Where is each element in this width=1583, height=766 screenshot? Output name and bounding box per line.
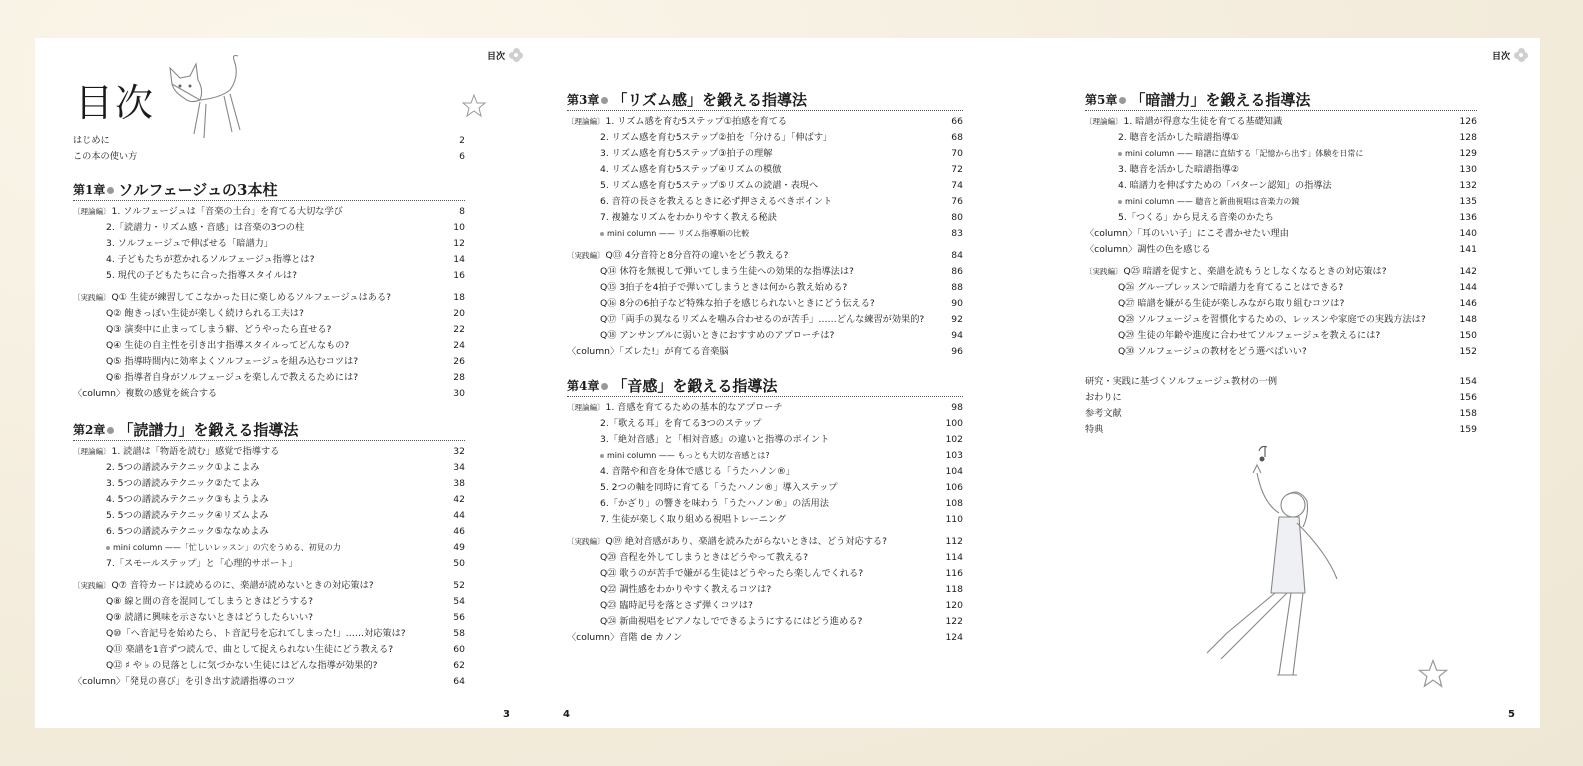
page-title: 目次 [75,81,156,125]
book-spread [35,38,1540,728]
toc-entry[interactable]: Q㉔ 新曲視唱をピアノなしでできるようにするにはどう進める? 122 [600,616,963,627]
toc-entry[interactable]: 〔実践編〕Q① 生徒が練習してこなかった日に楽しめるソルフェージュはある? 18 [73,292,465,303]
toc-entry[interactable]: 特典 159 [1085,424,1477,435]
toc-entry[interactable]: 2. 5つの譜読みテクニック①よこよみ 34 [106,462,465,473]
toc-column-entry[interactable]: 〈column〉「発見の喜び」を引き出す読譜指導のコツ 64 [73,676,465,687]
toc-entry[interactable]: 4. 5つの譜読みテクニック③もようよみ 42 [106,494,465,505]
toc-entry[interactable]: 4. 子どもたちが惹かれるソルフェージュ指導とは? 14 [106,254,465,265]
chapter-1 [73,178,465,402]
toc-entry[interactable]: 7. 複雑なリズムをわかりやすく教える秘訣 80 [600,212,963,223]
toc-entry[interactable]: 7. 生徒が楽しく取り組める視唱トレーニング 110 [600,514,963,525]
toc-mini-column-entry[interactable]: mini column —— 暗譜に直結する「記憶から出す」体験を日常に 129 [1085,146,1477,162]
toc-entry[interactable]: Q⑭ 休符を無視して弾いてしまう生徒への効果的な指導法は? 86 [600,266,963,277]
toc-entry[interactable]: Q⑨ 読譜に興味を示さないときはどうしたらいい? 56 [106,612,465,623]
chapter-heading[interactable]: 第4章 「音感」を鍛える指導法 [567,374,963,397]
page-number: 5 [1508,709,1515,720]
toc-entry[interactable]: 5. 2つの軸を同時に育てる「うたハノン®」導入ステップ 106 [600,482,963,493]
toc-entry[interactable]: Q㉘ ソルフェージュを習慣化するための、レッスンや家庭での実践方法は? 148 [1118,314,1477,325]
toc-entry[interactable]: 4. リズム感を育む5ステップ④リズムの模倣 72 [600,164,963,175]
toc-entry[interactable]: Q㉒ 調性感をわかりやすく教えるコツは? 118 [600,584,963,595]
dancing-girl-illustration-icon [1187,443,1357,683]
star-icon [1417,658,1449,690]
toc-column-entry[interactable]: 〈column〉音階 de カノン 124 [567,632,963,643]
toc-entry[interactable]: 〔実践編〕Q⑬ 4分音符と8分音符の違いをどう教える? 84 [567,250,963,261]
page-5 [1037,38,1540,728]
toc-entry[interactable]: 2.「読譜力・リズム感・音感」は音楽の3つの柱 10 [106,222,465,233]
chapter-heading[interactable]: 第5章 「暗譜力」を鍛える指導法 [1085,88,1477,111]
toc-entry[interactable]: Q⑤ 指導時間内に効率よくソルフェージュを組み込むコツは? 26 [106,356,465,367]
toc-entry[interactable]: Q⑱ アンサンブルに弱いときにおすすめのアプローチは? 94 [600,330,963,341]
toc-entry[interactable]: 6. 5つの譜読みテクニック⑤ななめよみ 46 [106,526,465,537]
page-number: 3 [503,709,510,720]
toc-entry[interactable]: Q⑳ 音程を外してしまうときはどうやって教える? 114 [600,552,963,563]
flower-icon [509,48,523,62]
toc-entry[interactable]: Q④ 生徒の自主性を引き出す指導スタイルってどんなもの? 24 [106,340,465,351]
toc-entry[interactable]: Q㉓ 臨時記号を落とさず弾くコツは? 120 [600,600,963,611]
toc-entry[interactable]: Q⑯ 8分の6拍子など特殊な拍子を感じられないときにどう伝える? 90 [600,298,963,309]
toc-entry[interactable]: Q㉑ 歌うのが苦手で嫌がる生徒はどうやったら楽しんでくれる? 116 [600,568,963,579]
flower-icon [1514,48,1528,62]
toc-entry[interactable]: 2.「歌える耳」を育てる3つのステップ 100 [600,418,963,429]
toc-entry[interactable]: Q③ 演奏中に止まってしまう癖、どうやったら直せる? 22 [106,324,465,335]
toc-entry[interactable]: Q⑥ 指導者自身がソルフェージュを楽しんで教えるためには? 28 [106,372,465,383]
star-icon [461,93,487,119]
toc-entry[interactable]: 〔理論編〕1. ソルフェージュは「音楽の土台」を育てる大切な学び 8 [73,206,465,217]
toc-entry[interactable]: Q⑫ ♯ や ♭ の見落としに気づかない生徒にはどんな指導が効果的? 62 [106,660,465,671]
toc-entry[interactable]: Q② 飽きっぽい生徒が楽しく続けられる工夫は? 20 [106,308,465,319]
toc-entry[interactable]: 5.「つくる」から見える音楽のかたち 136 [1118,212,1477,223]
toc-entry[interactable]: 研究・実践に基づくソルフェージュ教材の一例 154 [1085,376,1477,387]
toc-entry[interactable]: Q⑪ 楽譜を1音ずつ読んで、曲として捉えられない生徒にどう教える? 60 [106,644,465,655]
toc-entry[interactable]: 4. 音階や和音を身体で感じる「うたハノン®」 104 [600,466,963,477]
chapter-heading[interactable]: 第3章 「リズム感」を鍛える指導法 [567,88,963,111]
toc-entry[interactable]: Q㉚ ソルフェージュの教材をどう選べばいい? 152 [1118,346,1477,357]
chapter-4 [567,374,963,646]
page-4 [535,38,1037,728]
toc-entry[interactable]: Q⑩「ヘ音記号を始めたら、ト音記号を忘れてしまった!」……対応策は? 58 [106,628,465,639]
toc-entry[interactable]: はじめに 2 [73,135,465,146]
toc-entry[interactable]: 6. 音符の長さを教えるときに必ず押さえるべきポイント 76 [600,196,963,207]
toc-entry[interactable]: 6.「かざり」の響きを味わう「うたハノン®」の活用法 108 [600,498,963,509]
toc-entry[interactable]: Q⑮ 3拍子を4拍子で弾いてしまうときは何から教え始める? 88 [600,282,963,293]
toc-entry[interactable]: 3.「絶対音感」と「相対音感」の違いと指導のポイント 102 [600,434,963,445]
toc-entry[interactable]: 〔実践編〕Q⑲ 絶対音感があり、楽譜を読みたがらないときは、どう対応する? 112 [567,536,963,547]
toc-column-entry[interactable]: 〈column〉複数の感覚を統合する 30 [73,388,465,399]
toc-entry[interactable]: 2. 聴音を活かした暗譜指導① 128 [1118,132,1477,143]
running-head: 目次 [1492,48,1528,62]
toc-entry[interactable]: この本の使い方 6 [73,151,465,162]
toc-entry[interactable]: 2. リズム感を育む5ステップ②拍を「分ける」「伸ばす」 68 [600,132,963,143]
toc-entry[interactable]: 〔理論編〕1. 暗譜が得意な生徒を育てる基礎知識 126 [1085,116,1477,127]
toc-entry[interactable]: 5. 現代の子どもたちに合った指導スタイルは? 16 [106,270,465,281]
page-number: 4 [563,709,570,720]
toc-entry[interactable]: Q㉙ 生徒の年齢や進度に合わせてソルフェージュを教えるには? 150 [1118,330,1477,341]
toc-entry[interactable]: Q⑧ 線と間の音を混同してしまうときはどうする? 54 [106,596,465,607]
toc-entry[interactable]: 3. 5つの譜読みテクニック②たてよみ 38 [106,478,465,489]
chapter-heading[interactable]: 第1章 ソルフェージュの3本柱 [73,178,465,201]
toc-entry[interactable]: 5. リズム感を育む5ステップ⑤リズムの読譜・表現へ 74 [600,180,963,191]
page-3 [35,38,535,728]
toc-entry[interactable]: 〔理論編〕1. リズム感を育む5ステップ①拍感を育てる 66 [567,116,963,127]
toc-entry[interactable]: Q⑰「両手の異なるリズムを噛み合わせるのが苦手」……どんな練習が効果的? 92 [600,314,963,325]
toc-entry[interactable]: 〔理論編〕1. 読譜は「物語を読む」感覚で指導する 32 [73,446,465,457]
toc-column-entry[interactable]: 〈column〉調性の色を感じる 141 [1085,244,1477,255]
toc-mini-column-entry[interactable]: mini column —— もっとも大切な音感とは? 103 [567,448,963,464]
toc-entry[interactable]: 〔理論編〕1. 音感を育てるための基本的なアプローチ 98 [567,402,963,413]
toc-entry[interactable]: 7.「スモールステップ」と「心理的サポート」 50 [106,558,465,569]
chapter-3 [567,88,963,360]
toc-entry[interactable]: おわりに 156 [1085,392,1477,403]
chapter-heading[interactable]: 第2章 「読譜力」を鍛える指導法 [73,418,465,441]
toc-front [73,133,465,165]
cat-illustration-icon [160,46,260,138]
toc-column-entry[interactable]: 〈column〉「ズレた!」が育てる音楽脳 96 [567,346,963,357]
toc-entry[interactable]: 3. ソルフェージュで伸ばせる「暗譜力」 12 [106,238,465,249]
toc-entry[interactable]: Q㉗ 暗譜を嫌がる生徒が楽しみながら取り組むコツは? 146 [1118,298,1477,309]
toc-entry[interactable]: 〔実践編〕Q㉕ 暗譜を促すと、楽譜を読もうとしなくなるときの対応策は? 142 [1085,266,1477,277]
toc-entry[interactable]: Q㉖ グループレッスンで暗譜力を育てることはできる? 144 [1118,282,1477,293]
toc-entry[interactable]: 4. 暗譜力を伸ばすための「パターン認知」の指導法 132 [1118,180,1477,191]
chapter-5 [1085,88,1477,360]
toc-back [1085,374,1477,438]
toc-mini-column-entry[interactable]: mini column ——「忙しいレッスン」の穴をうめる、初見の力 49 [73,540,465,556]
running-head: 目次 [487,48,523,62]
toc-column-entry[interactable]: 〈column〉「耳のいい子」にこそ書かせたい理由 140 [1085,228,1477,239]
chapter-2 [73,418,465,690]
toc-entry[interactable]: 3. 聴音を活かした暗譜指導② 130 [1118,164,1477,175]
toc-mini-column-entry[interactable]: mini column —— 聴音と新曲視唱は音楽力の鏡 135 [1085,194,1477,210]
toc-entry[interactable]: 3. リズム感を育む5ステップ③拍子の理解 70 [600,148,963,159]
toc-entry[interactable]: 〔実践編〕Q⑦ 音符カードは読めるのに、楽譜が読めないときの対応策は? 52 [73,580,465,591]
toc-entry[interactable]: 参考文献 158 [1085,408,1477,419]
toc-mini-column-entry[interactable]: mini column —— リズム指導順の比較 83 [567,226,963,242]
toc-entry[interactable]: 5. 5つの譜読みテクニック④リズムよみ 44 [106,510,465,521]
